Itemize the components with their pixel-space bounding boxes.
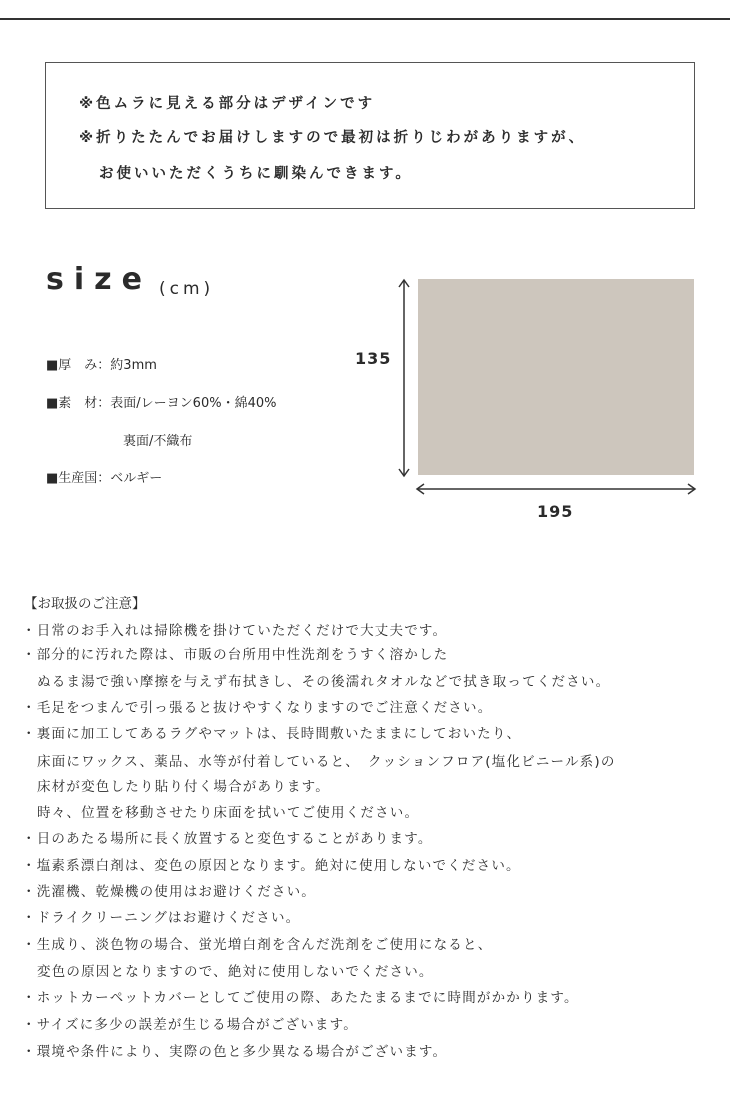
spec-thickness-label: ■厚 み： xyxy=(46,358,111,373)
care-line: 変色の原因となりますので、絶対に使用しないでください。 xyxy=(37,964,434,980)
spec-material-value-1: 表面/レーヨン60%・綿40% xyxy=(110,396,277,411)
care-line: ・日のあたる場所に長く放置すると変色することがあります。 xyxy=(22,831,433,847)
care-line: ・日常のお手入れは掃除機を掛けていただくだけで大丈夫です。 xyxy=(22,623,448,639)
care-line: ・毛足をつまんで引っ張ると抜けやすくなりますのでご注意ください。 xyxy=(22,700,493,716)
care-line: ・塩素系漂白剤は、変色の原因となります。絶対に使用しないでください。 xyxy=(22,858,521,874)
spec-origin-label: ■生産国： xyxy=(46,471,111,486)
size-title: size xyxy=(46,262,152,297)
care-line: ぬるま湯で強い摩擦を与えず布拭きし、その後濡れタオルなどで拭き取ってください。 xyxy=(37,674,611,690)
care-line: ・部分的に汚れた際は、市販の台所用中性洗剤をうすく溶かした xyxy=(22,647,449,663)
care-line: ・裏面に加工してあるラグやマットは、長時間敷いたままにしておいたり、 xyxy=(22,726,522,742)
notice-line-1: ※色ムラに見える部分はデザインです xyxy=(79,96,376,112)
notice-line-2: ※折りたたんでお届けしますので最初は折りじわがありますが、 xyxy=(79,130,587,146)
care-line: ・生成り、淡色物の場合、蛍光増白剤を含んだ洗剤をご使用になると、 xyxy=(22,937,493,953)
care-line: 床材が変色したり貼り付く場合があります。 xyxy=(37,779,330,795)
care-line: ・洗濯機、乾燥機の使用はお避けください。 xyxy=(22,884,316,900)
care-line: ・ドライクリーニングはお避けください。 xyxy=(22,910,301,926)
spec-origin-value: ベルギー xyxy=(110,471,163,486)
height-label: 135 xyxy=(355,349,392,368)
spec-material-value-2: 裏面/不織布 xyxy=(123,434,193,449)
spec-material-label: ■素 材： xyxy=(46,396,111,411)
care-line: ・環境や条件により、実際の色と多少異なる場合がございます。 xyxy=(22,1044,448,1060)
care-line: ・サイズに多少の誤差が生じる場合がございます。 xyxy=(22,1017,358,1033)
care-line: ・ホットカーペットカバーとしてご使用の際、あたたまるまでに時間がかかります。 xyxy=(22,990,579,1006)
size-unit: (cm) xyxy=(159,279,215,299)
notice-line-3: お使いいただくうちに馴染んできます。 xyxy=(99,166,413,182)
spec-thickness-value: 約3mm xyxy=(110,358,157,373)
width-label: 195 xyxy=(537,502,574,521)
care-line: 床面にワックス、薬品、水等が付着していると、 クッションフロア(塩化ビニール系)の xyxy=(37,754,616,770)
care-heading: 【お取扱のご注意】 xyxy=(24,596,146,612)
care-line: 時々、位置を移動させたり床面を拭いてご使用ください。 xyxy=(37,805,420,821)
